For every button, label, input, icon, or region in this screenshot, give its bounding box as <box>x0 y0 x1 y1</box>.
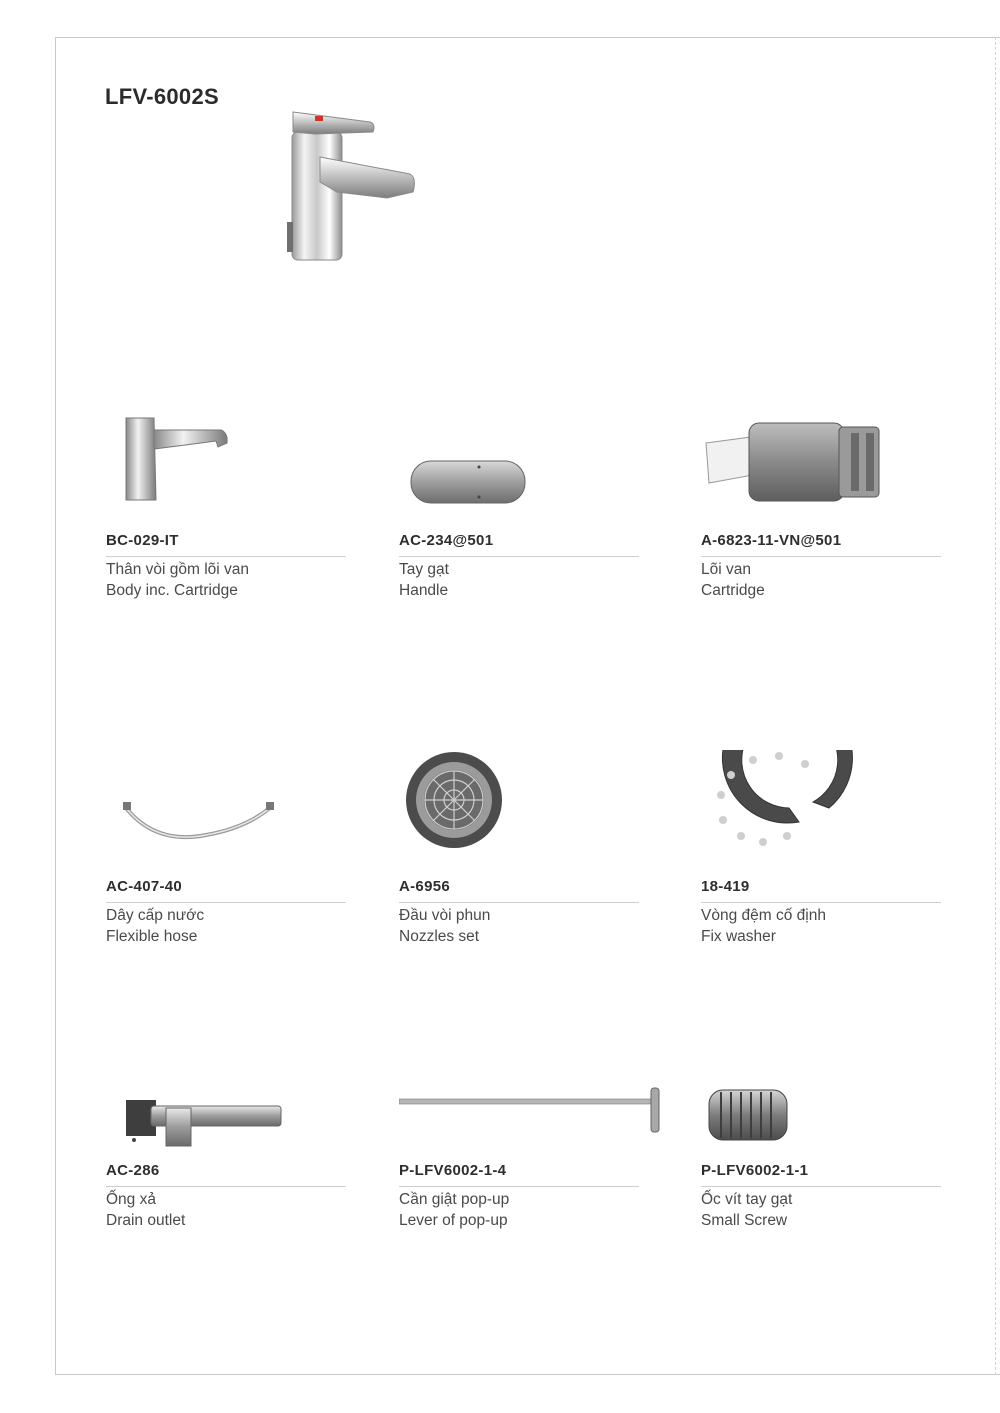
part-divider <box>701 1186 941 1187</box>
part-code: P-LFV6002-1-4 <box>399 1162 507 1179</box>
part-name-english: Drain outlet <box>106 1212 186 1229</box>
cartridge-icon <box>701 405 941 515</box>
washer-icon <box>701 750 941 860</box>
part-divider <box>701 902 941 903</box>
part-name-english: Small Screw <box>701 1212 788 1229</box>
faucet-body-icon <box>106 405 346 515</box>
part-name-vietnamese: Tay gạt <box>399 561 449 578</box>
part-name-english: Flexible hose <box>106 928 198 945</box>
handle-icon <box>399 405 639 515</box>
part-code: AC-286 <box>106 1162 160 1179</box>
part-divider <box>106 556 346 557</box>
part-divider <box>701 556 941 557</box>
part-code: AC-407-40 <box>106 878 183 895</box>
part-code: A-6823-11-VN@501 <box>701 532 842 549</box>
part-name-english: Cartridge <box>701 582 765 599</box>
part-name-english: Body inc. Cartridge <box>106 582 238 599</box>
hose-icon <box>106 750 346 860</box>
page-edge-dashes <box>995 37 996 1375</box>
part-code: BC-029-IT <box>106 532 179 549</box>
part-divider <box>106 902 346 903</box>
part-code: P-LFV6002-1-1 <box>701 1162 809 1179</box>
part-code: 18-419 <box>701 878 750 895</box>
part-name-vietnamese: Vòng đệm cố định <box>701 907 826 924</box>
part-name-vietnamese: Cần giật pop-up <box>399 1191 510 1208</box>
part-code: A-6956 <box>399 878 450 895</box>
part-divider <box>106 1186 346 1187</box>
part-name-vietnamese: Ốc vít tay gạt <box>701 1191 793 1208</box>
part-name-vietnamese: Thân vòi gồm lõi van <box>106 561 250 578</box>
faucet-product-image <box>275 102 425 267</box>
part-name-vietnamese: Đầu vòi phun <box>399 907 491 924</box>
part-divider <box>399 1186 639 1187</box>
part-name-english: Fix washer <box>701 928 776 945</box>
part-divider <box>399 902 639 903</box>
part-name-english: Nozzles set <box>399 928 480 945</box>
part-name-vietnamese: Ống xả <box>106 1191 156 1208</box>
aerator-icon <box>399 750 639 860</box>
page-title: LFV-6002S <box>105 84 219 109</box>
part-name-english: Lever of pop-up <box>399 1212 508 1229</box>
part-name-vietnamese: Dây cấp nước <box>106 907 205 924</box>
part-name-english: Handle <box>399 582 449 599</box>
part-divider <box>399 556 639 557</box>
part-code: AC-234@501 <box>399 532 494 549</box>
part-name-vietnamese: Lõi van <box>701 561 751 578</box>
